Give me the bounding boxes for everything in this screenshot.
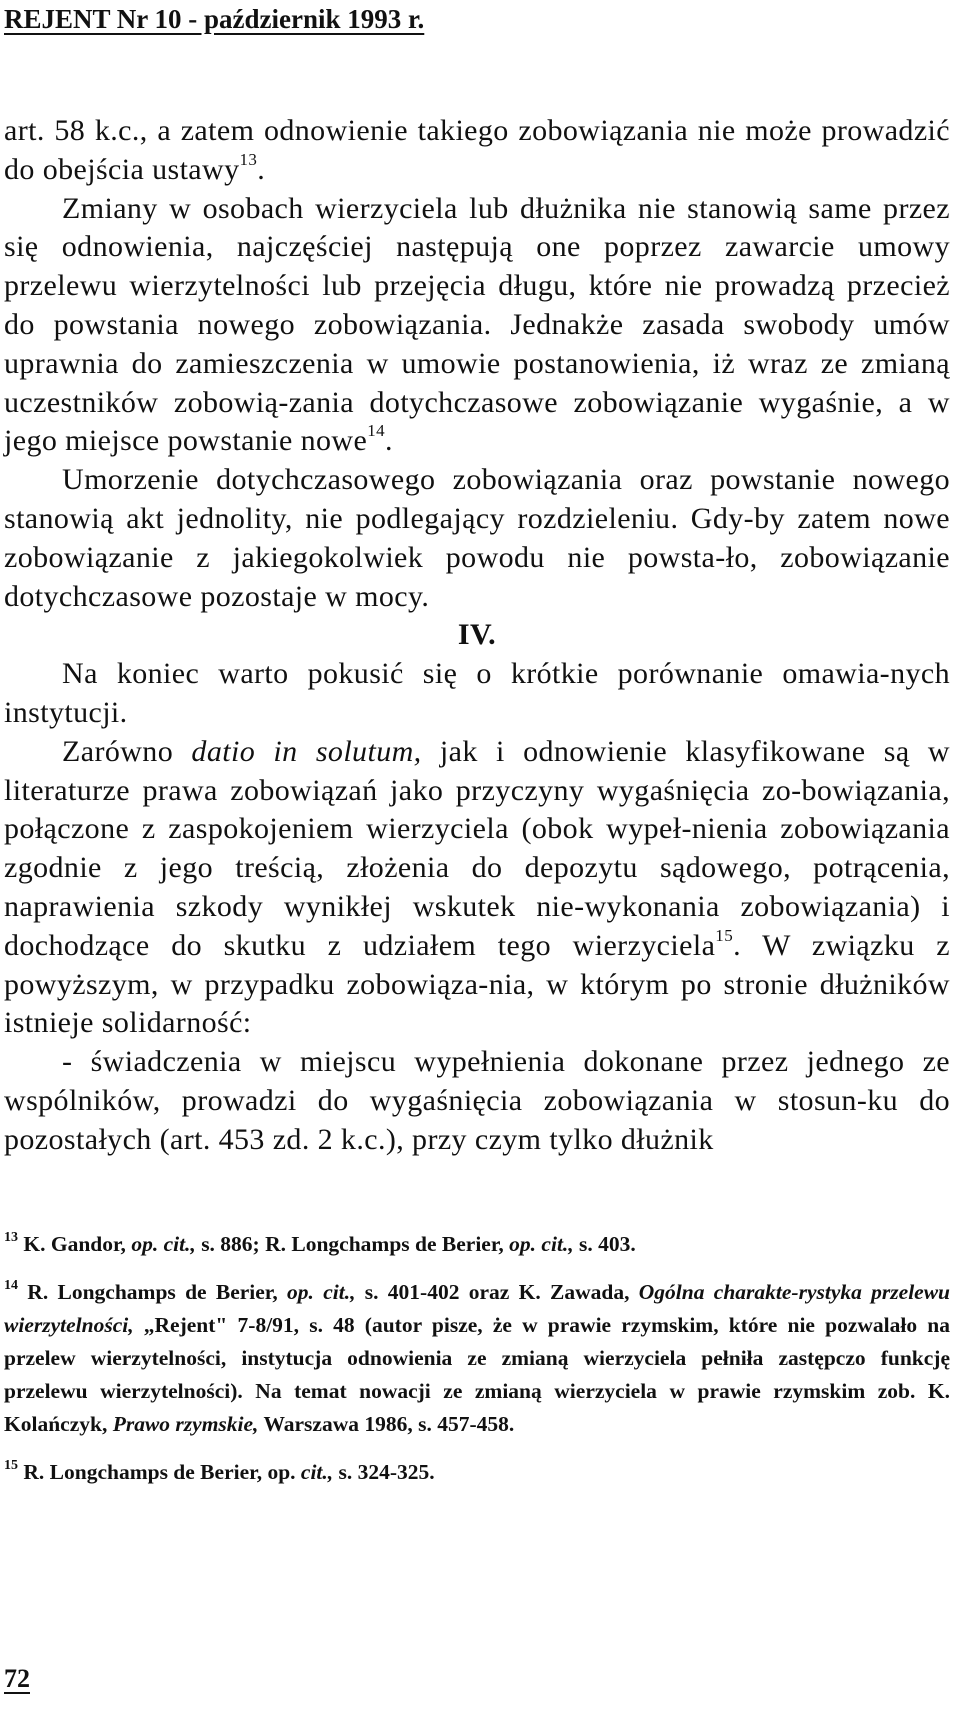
main-text: [4, 112, 950, 1160]
footnotes: [4, 1228, 950, 1504]
paragraph: Umorzenie dotychczasowego zobowiązania oraz powstanie nowego stanowią akt jednolity, nie podlegający rozdzieleniu. Gdy-by zatem nowe zobowiązanie z jakiegokolwiek powodu nie powsta-ło, zobowiązanie dotychczasowe pozostaje w mocy.: [4, 463, 950, 613]
footnote-ref: 14: [367, 421, 386, 441]
footnote-ref: 13: [239, 149, 258, 169]
paragraph: - świadczenia w miejscu wypełnienia dokonane przez jednego ze wspólników, prowadzi do wygaśnięcia zobowiązania w stosun-ku do pozostałych (art. 453 zd. 2 k.c.), przy czym tylko dłużnik: [4, 1045, 950, 1156]
paragraph: Na koniec warto pokusić się o krótkie porównanie omawia-nych instytucji.: [4, 657, 950, 729]
page-number: 72: [4, 1664, 30, 1693]
running-header: REJENT Nr 10 - październik 1993 r.: [4, 4, 425, 34]
paragraph: Zmiany w osobach wierzyciela lub dłużnika nie stanowią same przez się odnowienia, najczęściej następują one poprzez zawarcie umowy przelewu wierzytelności lub przejęcia długu, które nie prowadzą przecież do powstania nowego zobowiązania. Jednakże zasada swobody umów uprawnia do zamieszczenia w umowie postanowienia, iż wraz ze zmianą uczestników zobowią-zania dotychczasowe zobowiązanie wygaśnie, a w jego miejsce powstanie nowe$^{14}$.: [4, 191, 950, 458]
paragraph: Zarówno datio in solutum, jak i odnowienie klasyfikowane są w literaturze prawa zobowiązań jako przyczyny wygaśnięcia zo-bowiązania, połączone z zaspokojeniem wierzyciela (obok wypeł-nienia zobowiązania zgodnie z jego treścią, złożenia do depozytu sądowego, potrącenia, naprawienia szkody wynikłej wskutek nie-wykonania zobowiązania) i dochodzące do skutku z udziałem tego wierzyciela$^{15}$. W związku z powyższym, w przypadku zobowiąza-nia, w którym po stronie dłużników istnieje solidarność:: [4, 734, 950, 1040]
footnote: $^{13}$ K. Gandor, op. cit., s. 886; R. Longchamps de Berier, op. cit., s. 403.: [4, 1230, 636, 1256]
section-heading: IV.: [457, 618, 497, 652]
footnote: $^{14}$ R. Longchamps de Berier, op. cit., s. 401-402 oraz K. Zawada, Ogólna charakte-rystyka przelewu wierzytelności, „Rejent" 7-8/91, s. 48 (autor pisze, że w prawie rzymskim, które nie pozwalało na przelew wierzytelności, instytucja odnowienia ze zmianą wierzyciela pełniła zastępczo funkcję przelewu wierzytelności). Na temat nowacji ze zmianą wierzyciela w prawie rzymskim zob. K. Kolańczyk, Prawo rzymskie, Warszawa 1986, s. 457-458.: [4, 1278, 951, 1436]
footnote-ref: 15: [715, 925, 734, 945]
footnote: $^{15}$ R. Longchamps de Berier, op. cit., s. 324-325.: [4, 1458, 435, 1484]
paragraph: art. 58 k.c., a zatem odnowienie takiego zobowiązania nie może prowadzić do obejścia ustawy$^{13}$.: [4, 114, 950, 186]
